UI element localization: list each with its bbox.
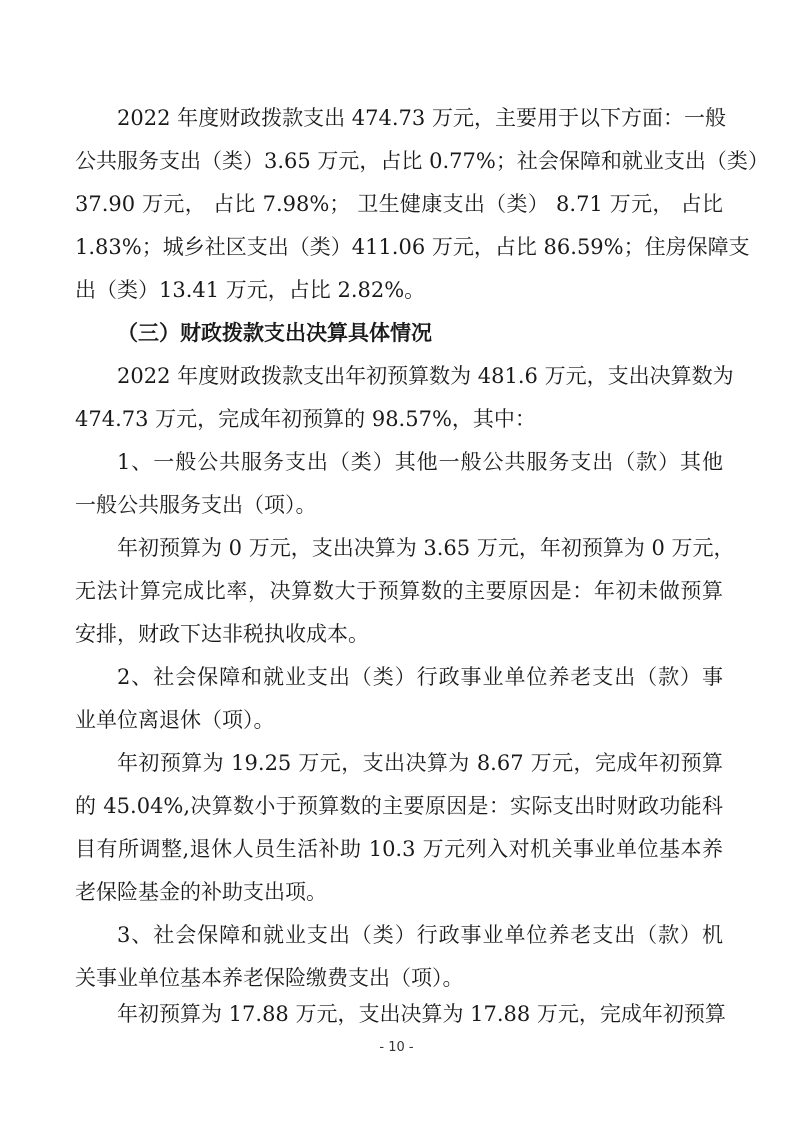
paragraph-line: 37.90 万元， 占比 7.98%； 卫生健康支出（类） 8.71 万元， 占比 [75,192,723,216]
paragraph-line: 公共服务支出（类）3.65 万元，占比 0.77%；社会保障和就业支出（类） [75,149,769,173]
item-title-line: 3、社会保障和就业支出（类）行政事业单位养老支出（款）机 [117,923,723,947]
paragraph-line: 出（类）13.41 万元，占比 2.82%。 [75,278,426,302]
item-title-line: 1、一般公共服务支出（类）其他一般公共服务支出（款）其他 [117,450,723,474]
section-heading: （三）财政拨款支出决算具体情况 [117,320,432,345]
item-title-line: 业单位离退休（项）。 [75,708,275,732]
item-title-line: 一般公共服务支出（项）。 [75,493,317,517]
item-title-line: 2、社会保障和就业支出（类）行政事业单位养老支出（款）事 [117,665,723,689]
paragraph-line: 老保险基金的补助支出项。 [75,880,327,904]
paragraph-line: 年初预算为 17.88 万元，支出决算为 17.88 万元，完成年初预算 [117,1002,726,1026]
page-number: - 10 - [379,1040,414,1055]
paragraph-line: 无法计算完成比率，决算数大于预算数的主要原因是：年初未做预算 [75,579,723,603]
paragraph-line: 目有所调整,退休人员生活补助 10.3 万元列入对机关事业单位基本养 [75,837,723,861]
paragraph-line: 474.73 万元，完成年初预算的 98.57%，其中： [75,407,536,431]
paragraph-line: 2022 年度财政拨款支出年初预算数为 481.6 万元，支出决算数为 [117,364,734,388]
paragraph-line: 年初预算为 0 万元，支出决算为 3.65 万元，年初预算为 0 万元， [117,536,735,560]
paragraph-line: 安排，财政下达非税执收成本。 [75,622,369,646]
paragraph-line: 1.83%；城乡社区支出（类）411.06 万元，占比 86.59%；住房保障支 [75,235,750,259]
item-title-line: 关事业单位基本养老保险缴费支出（项）。 [75,966,464,990]
paragraph-line: 2022 年度财政拨款支出 474.73 万元，主要用于以下方面：一般 [117,106,726,130]
paragraph-line: 年初预算为 19.25 万元，支出决算为 8.67 万元，完成年初预算 [117,751,723,775]
paragraph-line: 的 45.04%,决算数小于预算数的主要原因是：实际支出时财政功能科 [75,794,723,818]
